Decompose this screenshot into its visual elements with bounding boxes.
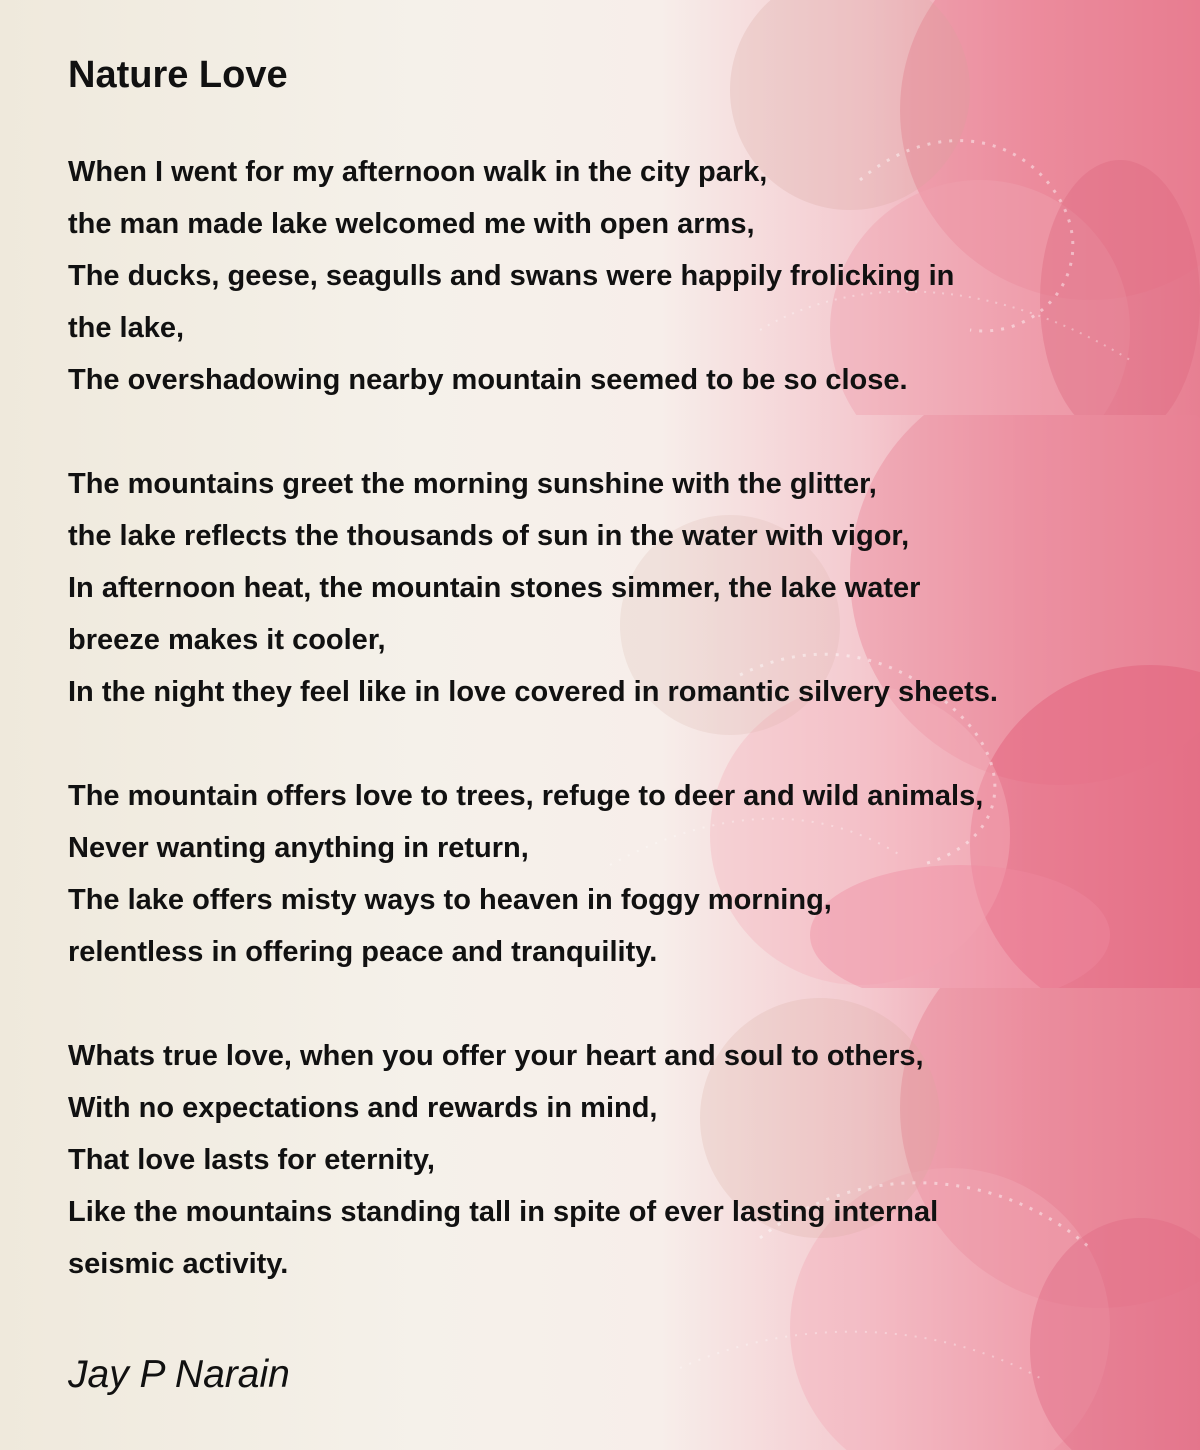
stanza-4: [68, 1030, 1168, 1290]
poem-line: relentless in offering peace and tranquility.: [68, 936, 658, 968]
poem-line: the man made lake welcomed me with open arms,: [68, 208, 755, 240]
poem-line: seismic activity.: [68, 1248, 289, 1280]
poem-line: In afternoon heat, the mountain stones simmer, the lake water: [68, 572, 921, 604]
poem-title: Nature Love: [68, 54, 288, 96]
poem-line: the lake,: [68, 312, 185, 344]
poem-line: When I went for my afternoon walk in the city park,: [68, 156, 768, 188]
poem-line: The lake offers misty ways to heaven in foggy morning,: [68, 884, 832, 916]
poem-line: The mountain offers love to trees, refuge to deer and wild animals,: [68, 780, 984, 812]
poem-line: That love lasts for eternity,: [68, 1144, 435, 1176]
poem-line: The ducks, geese, seagulls and swans were happily frolicking in: [68, 260, 955, 292]
poem-line: The overshadowing nearby mountain seemed to be so close.: [68, 364, 908, 396]
poem-container: [68, 48, 1168, 1342]
stanza-2: [68, 458, 1168, 718]
poem-line: Whats true love, when you offer your heart and soul to others,: [68, 1040, 924, 1072]
poem-line: Like the mountains standing tall in spite of ever lasting internal: [68, 1196, 939, 1228]
stanza-3: [68, 770, 1168, 978]
poem-line: In the night they feel like in love covered in romantic silvery sheets.: [68, 676, 998, 708]
poem-line: the lake reflects the thousands of sun in the water with vigor,: [68, 520, 910, 552]
poem-line: breeze makes it cooler,: [68, 624, 386, 656]
poem-author: Jay P Narain: [68, 1353, 290, 1396]
poem-line: Never wanting anything in return,: [68, 832, 529, 864]
poem-line: The mountains greet the morning sunshine with the glitter,: [68, 468, 877, 500]
poem-line: With no expectations and rewards in mind,: [68, 1092, 658, 1124]
stanza-1: [68, 146, 1168, 406]
